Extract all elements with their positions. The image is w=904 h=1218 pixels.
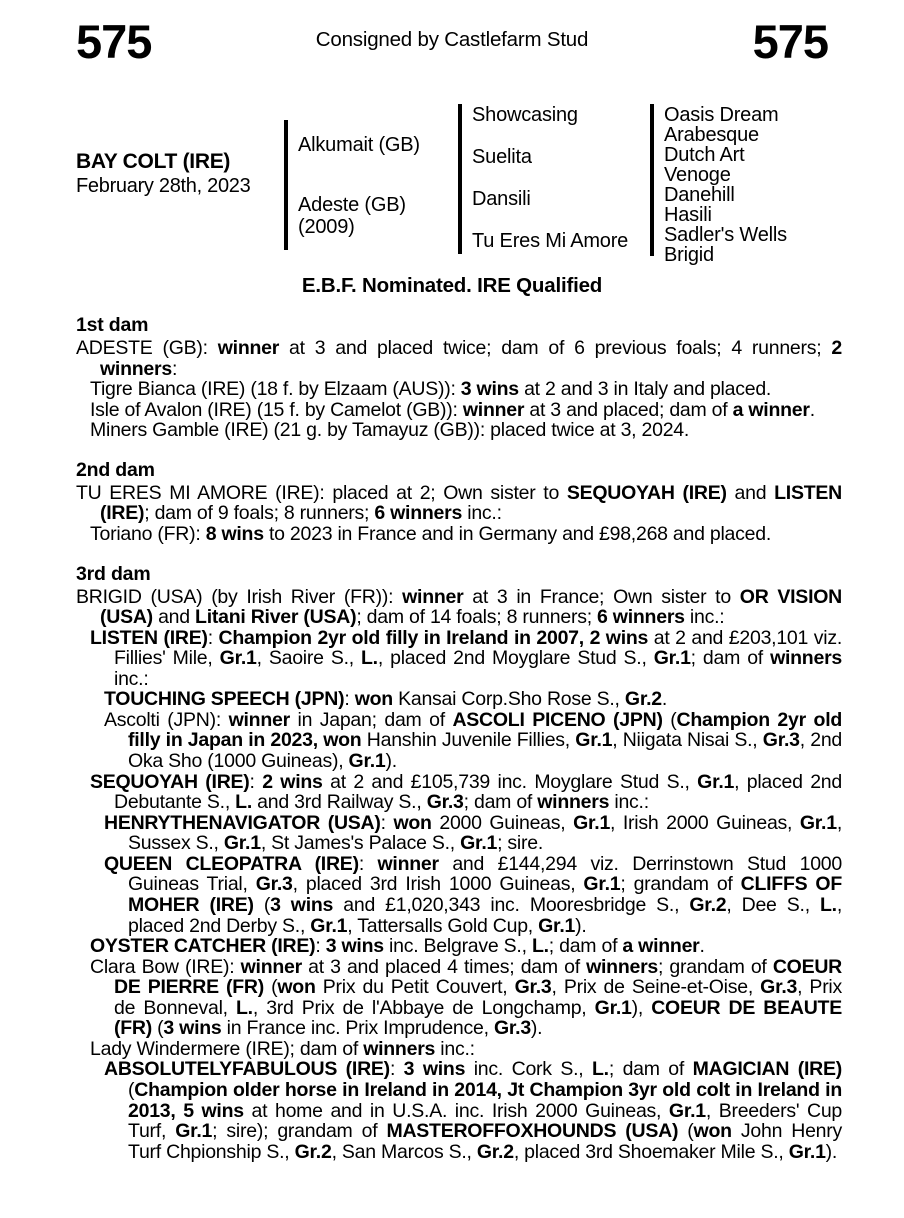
pedigree-great-grandparent: Venoge	[664, 164, 731, 186]
dam-section	[76, 314, 842, 441]
pedigree-grandparent: Tu Eres Mi Amore	[472, 230, 629, 252]
dam-heading: 1st dam	[76, 314, 149, 336]
subject-name: BAY COLT (IRE)	[76, 150, 231, 173]
dam-heading: 3rd dam	[76, 562, 151, 585]
dam-section	[76, 459, 842, 545]
pedigree-entry: QUEEN CLEOPATRA (IRE): winner and £144,294 viz. Derrinstown Stud 1000 Guineas Trial, Gr.3, placed 3rd Irish 1000 Guineas, Gr.1; grandam of CLIFFS OF MOHER (IRE) (3 wins and £1,020,343 inc. Mooresbridge S., Gr.2, Dee S., L., placed 2nd Derby S., Gr.1, Tattersalls Gold Cup, Gr.1).	[104, 852, 842, 937]
pedigree-great-grandparent: Dutch Art	[664, 144, 745, 166]
pedigree-entry: Isle of Avalon (IRE) (15 f. by Camelot (GB)): winner at 3 and placed; dam of a winner.	[90, 398, 815, 421]
pedigree-grandparent: Suelita	[472, 146, 532, 168]
pedigree-entry: LISTEN (IRE): Champion 2yr old filly in Ireland in 2007, 2 wins at 2 and £203,101 viz. Fillies' Mile, Gr.1, Saoire S., L., placed 2nd Moyglare Stud S., Gr.1; dam of winners inc.:	[90, 626, 842, 690]
pedigree-grandparent: Dansili	[472, 188, 531, 210]
pedigree-entry: Toriano (FR): 8 wins to 2023 in France and in Germany and £98,268 and placed.	[90, 522, 772, 545]
page-header	[0, 15, 904, 90]
subject-block	[76, 150, 250, 198]
consignor-line: Consigned by Castlefarm Stud	[315, 28, 589, 51]
section-spacer	[76, 549, 842, 563]
pedigree-entry: Tigre Bianca (IRE) (18 f. by Elzaam (AUS)): 3 wins at 2 and 3 in Italy and placed.	[90, 378, 772, 401]
pedigree-entry: Ascolti (JPN): winner in Japan; dam of ASCOLI PICENO (JPN) (Champion 2yr old filly in Japan in 2023, won Hanshin Juvenile Fillies, Gr.1, Niigata Nisai S., Gr.3, 2nd Oka Sho (1000 Guineas), Gr.1).	[104, 708, 843, 772]
pedigree-entry: ABSOLUTELYFABULOUS (IRE): 3 wins inc. Cork S., L.; dam of MAGICIAN (IRE) (Champion older horse in Ireland in 2014, Jt Champion 3yr old colt in Ireland in 2013, 5 wins at home and in U.S.A. inc. Irish 2000 Guineas, Gr.1, Breeders' Cup Turf, Gr.1; sire); grandam of MASTEROFFOXHOUNDS (USA) (won John Henry Turf Chpionship S., Gr.2, San Marcos S., Gr.2, placed 3rd Shoemaker Mile S., Gr.1).	[104, 1058, 843, 1163]
lot-number-right: 575	[752, 15, 828, 68]
dam-section	[76, 563, 842, 1163]
pedigree-grandparent: Showcasing	[472, 104, 578, 126]
pedigree-entry: Lady Windermere (IRE); dam of winners inc.:	[90, 1037, 475, 1060]
pedigree-dam-year: (2009)	[298, 216, 355, 239]
pedigree-dam-name: Adeste (GB)	[298, 194, 406, 216]
pedigree-great-grandparent: Danehill	[664, 184, 735, 206]
pedigree-entry: OYSTER CATCHER (IRE): 3 wins inc. Belgrave S., L.; dam of a winner.	[90, 935, 705, 958]
dam-heading: 2nd dam	[76, 458, 155, 481]
pedigree-entry: BRIGID (USA) (by Irish River (FR)): winner at 3 in France; Own sister to OR VISION (USA) and Litani River (USA); dam of 14 foals; 8 runners; 6 winners inc.:	[76, 585, 842, 629]
pedigree-chart	[0, 98, 904, 268]
subject-dob: February 28th, 2023	[76, 174, 251, 197]
pedigree-great-grandparent: Sadler's Wells	[664, 224, 787, 246]
pedigree-column-grandparents	[458, 104, 629, 254]
pedigree-column-great-grandparents	[650, 104, 787, 266]
section-spacer	[76, 445, 842, 459]
pedigree-entry: TU ERES MI AMORE (IRE): placed at 2; Own sister to SEQUOYAH (IRE) and LISTEN (IRE); dam of 9 foals; 8 runners; 6 winners inc.:	[76, 481, 842, 525]
pedigree-entry: Miners Gamble (IRE) (21 g. by Tamayuz (GB)): placed twice at 3, 2024.	[90, 419, 690, 442]
pedigree-great-grandparent: Brigid	[664, 244, 714, 266]
pedigree-entry: HENRYTHENAVIGATOR (USA): won 2000 Guineas, Gr.1, Irish 2000 Guineas, Gr.1, Sussex S., Gr.1, St James's Palace S., Gr.1; sire.	[104, 811, 842, 855]
eligibility-line: E.B.F. Nominated. IRE Qualified	[301, 274, 603, 297]
pedigree-entry: Clara Bow (IRE): winner at 3 and placed 4 times; dam of winners; grandam of COEUR DE PIERRE (FR) (won Prix du Petit Couvert, Gr.3, Prix de Seine-et-Oise, Gr.3, Prix de Bonneval, L., 3rd Prix de l'Abbaye de Longchamp, Gr.1), COEUR DE BEAUTE (FR) (3 wins in France inc. Prix Imprudence, Gr.3).	[90, 955, 843, 1040]
pedigree-entry: TOUCHING SPEECH (JPN): won Kansai Corp.Sho Rose S., Gr.2.	[104, 688, 668, 711]
pedigree-column-parents	[284, 120, 420, 250]
pedigree-great-grandparent: Oasis Dream	[664, 104, 779, 126]
pedigree-great-grandparent: Hasili	[664, 204, 712, 226]
dam-sections	[0, 314, 904, 1162]
pedigree-great-grandparent: Arabesque	[664, 124, 759, 146]
lot-number-left: 575	[76, 15, 152, 68]
pedigree-dam	[288, 194, 406, 239]
pedigree-entry: ADESTE (GB): winner at 3 and placed twice; dam of 6 previous foals; 4 runners; 2 winners:	[76, 337, 842, 380]
pedigree-sire: Alkumait (GB)	[298, 134, 420, 156]
pedigree-entry: SEQUOYAH (IRE): 2 wins at 2 and £105,739 inc. Moyglare Stud S., Gr.1, placed 2nd Debutante S., L. and 3rd Railway S., Gr.3; dam of winners inc.:	[90, 770, 842, 814]
